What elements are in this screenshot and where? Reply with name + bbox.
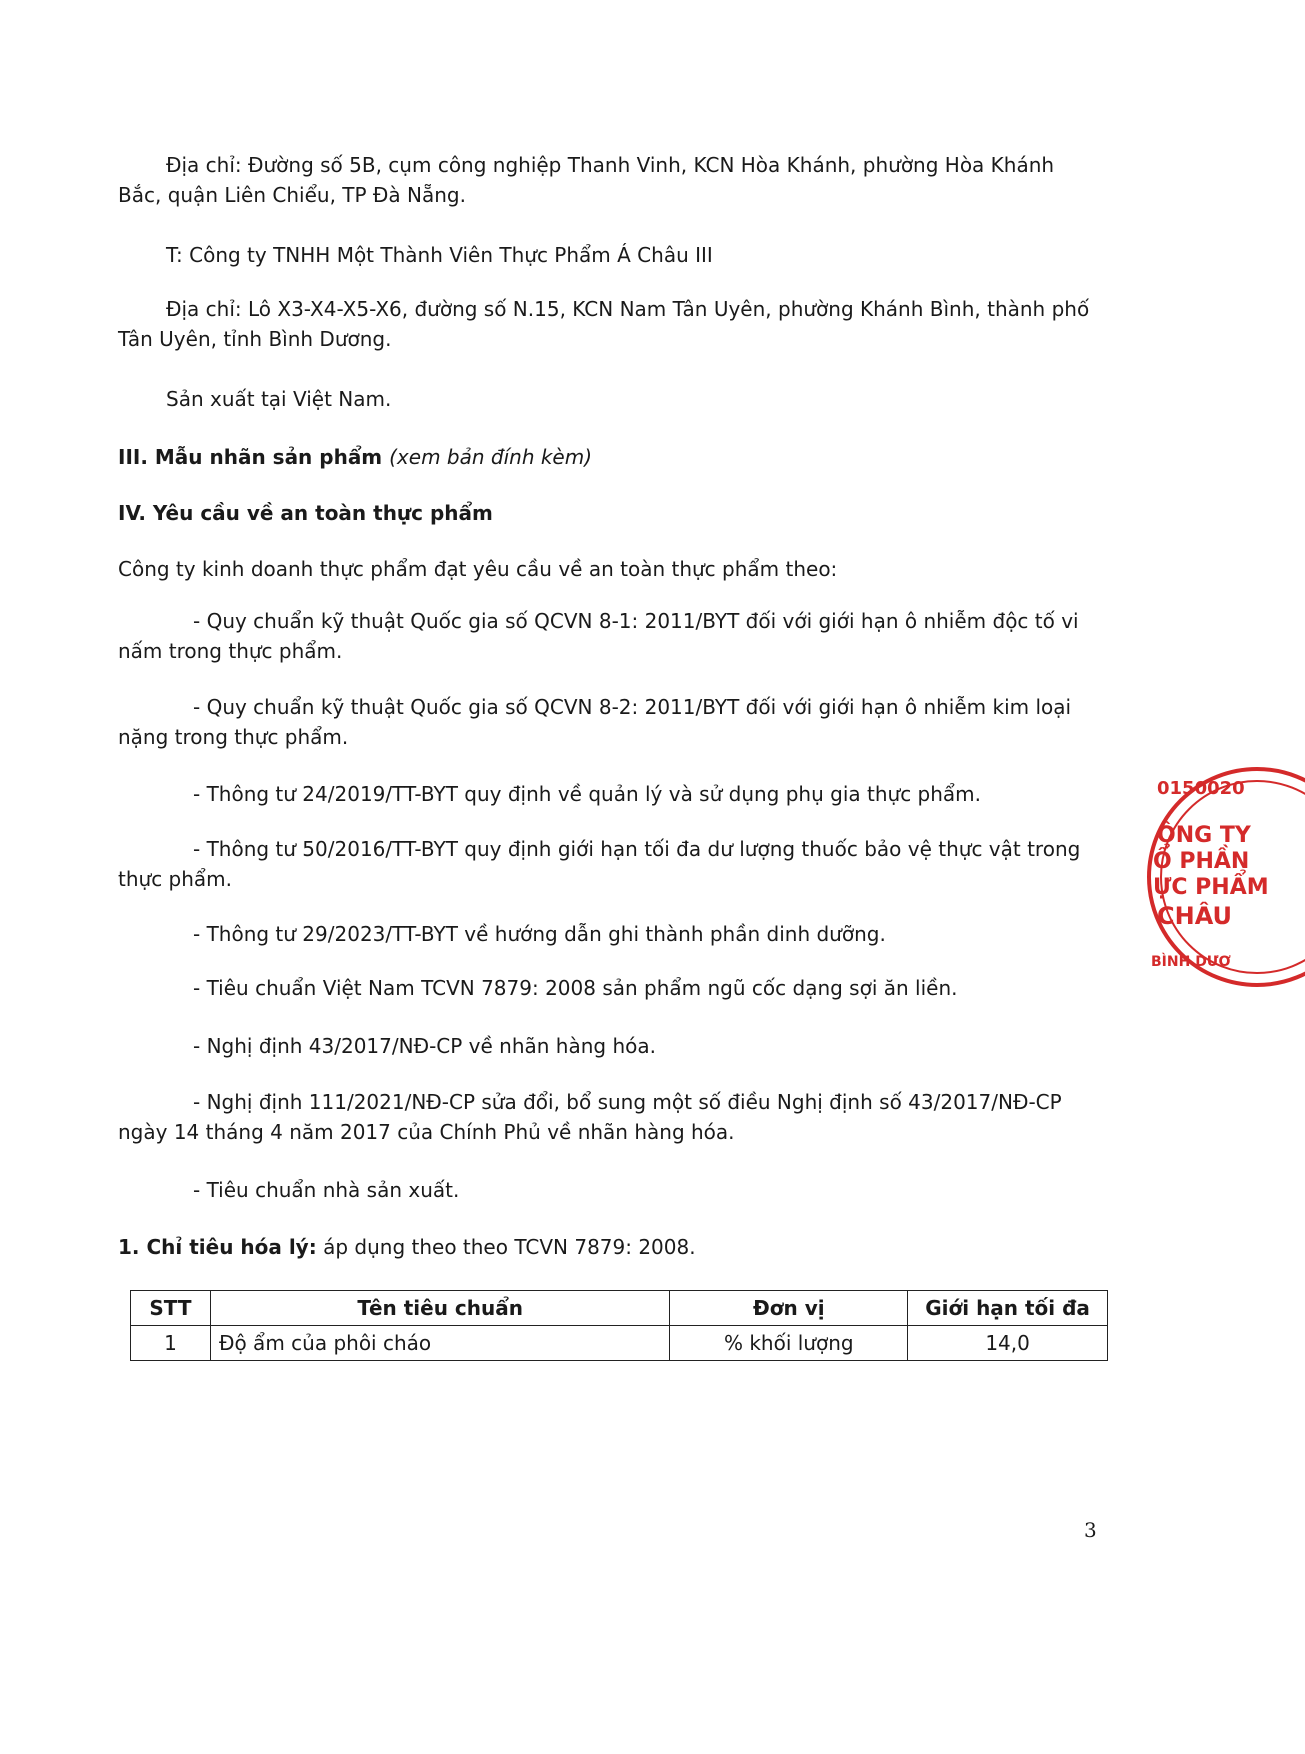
stamp-text-line4: CHÂU: [1157, 902, 1233, 930]
section-3-heading: [118, 442, 1098, 472]
company-stamp: [1145, 762, 1269, 992]
subsection-1-label: 1. Chỉ tiêu hóa lý:: [118, 1235, 317, 1259]
specification-table: [130, 1290, 1108, 1361]
list-item: - Thông tư 29/2023/TT-BYT về hướng dẫn ghi thành phần dinh dưỡng.: [193, 922, 886, 946]
table-row: [131, 1326, 1108, 1361]
list-item: - Nghị định 43/2017/NĐ-CP về nhãn hàng hóa.: [193, 1034, 656, 1058]
list-item: - Tiêu chuẩn Việt Nam TCVN 7879: 2008 sản phẩm ngũ cốc dạng sợi ăn liền.: [193, 976, 958, 1000]
subsection-1-text: áp dụng theo theo TCVN 7879: 2008.: [316, 1235, 696, 1259]
stamp-text-line2: Ổ PHẦN: [1153, 849, 1250, 874]
stamp-graphic: [1145, 762, 1305, 992]
made-in-paragraph: Sản xuất tại Việt Nam.: [166, 387, 392, 411]
table-header-name: Tên tiêu chuẩn: [210, 1291, 669, 1326]
address-paragraph-2: Địa chỉ: Lô X3-X4-X5-X6, đường số N.15, KCN Nam Tân Uyên, phường Khánh Bình, thành phố Tân Uyên, tỉnh Bình Dương.: [118, 297, 1090, 351]
stamp-text-code: 0150020: [1157, 778, 1245, 799]
page-number: 3: [1084, 1518, 1097, 1542]
section-3-note: (xem bản đính kèm): [389, 445, 593, 469]
section-4-title: IV. Yêu cầu về an toàn thực phẩm: [118, 501, 493, 525]
stamp-text-line3: ỰC PHẨM: [1153, 875, 1269, 900]
subsection-1: [118, 1232, 1098, 1262]
table-header-stt: STT: [131, 1291, 211, 1326]
address-paragraph-1: Địa chỉ: Đường số 5B, cụm công nghiệp Thanh Vinh, KCN Hòa Khánh, phường Hòa Khánh Bắc, quận Liên Chiểu, TP Đà Nẵng.: [118, 153, 1055, 207]
table-header-row: [131, 1291, 1108, 1326]
section-3-title: III. Mẫu nhãn sản phẩm: [118, 445, 383, 469]
stamp-text-province: BÌNH DƯƠ: [1151, 954, 1231, 970]
list-item: - Thông tư 50/2016/TT-BYT quy định giới hạn tối đa dư lượng thuốc bảo vệ thực vật trong thực phẩm.: [118, 837, 1081, 891]
list-item: - Quy chuẩn kỹ thuật Quốc gia số QCVN 8-2: 2011/BYT đối với giới hạn ô nhiễm kim loại nặng trong thực phẩm.: [118, 695, 1072, 749]
table-header-limit: Giới hạn tối đa: [908, 1291, 1108, 1326]
table-cell-limit: 14,0: [908, 1326, 1108, 1361]
table-header-unit: Đơn vị: [670, 1291, 908, 1326]
table-cell-name: Độ ẩm của phôi cháo: [210, 1326, 669, 1361]
list-item: - Quy chuẩn kỹ thuật Quốc gia số QCVN 8-1: 2011/BYT đối với giới hạn ô nhiễm độc tố vi nấm trong thực phẩm.: [118, 609, 1079, 663]
manufacturer-paragraph: T: Công ty TNHH Một Thành Viên Thực Phẩm Á Châu III: [166, 243, 713, 267]
list-item: - Tiêu chuẩn nhà sản xuất.: [193, 1178, 460, 1202]
section-4-intro: Công ty kinh doanh thực phẩm đạt yêu cầu về an toàn thực phẩm theo:: [118, 557, 838, 581]
list-item: - Thông tư 24/2019/TT-BYT quy định về quản lý và sử dụng phụ gia thực phẩm.: [193, 782, 982, 806]
table-cell-stt: 1: [131, 1326, 211, 1361]
stamp-text-line1: ÔNG TY: [1157, 823, 1251, 848]
list-item: - Nghị định 111/2021/NĐ-CP sửa đổi, bổ sung một số điều Nghị định số 43/2017/NĐ-CP ngày 14 tháng 4 năm 2017 của Chính Phủ về nhãn hàng hóa.: [118, 1090, 1062, 1144]
table-cell-unit: % khối lượng: [670, 1326, 908, 1361]
